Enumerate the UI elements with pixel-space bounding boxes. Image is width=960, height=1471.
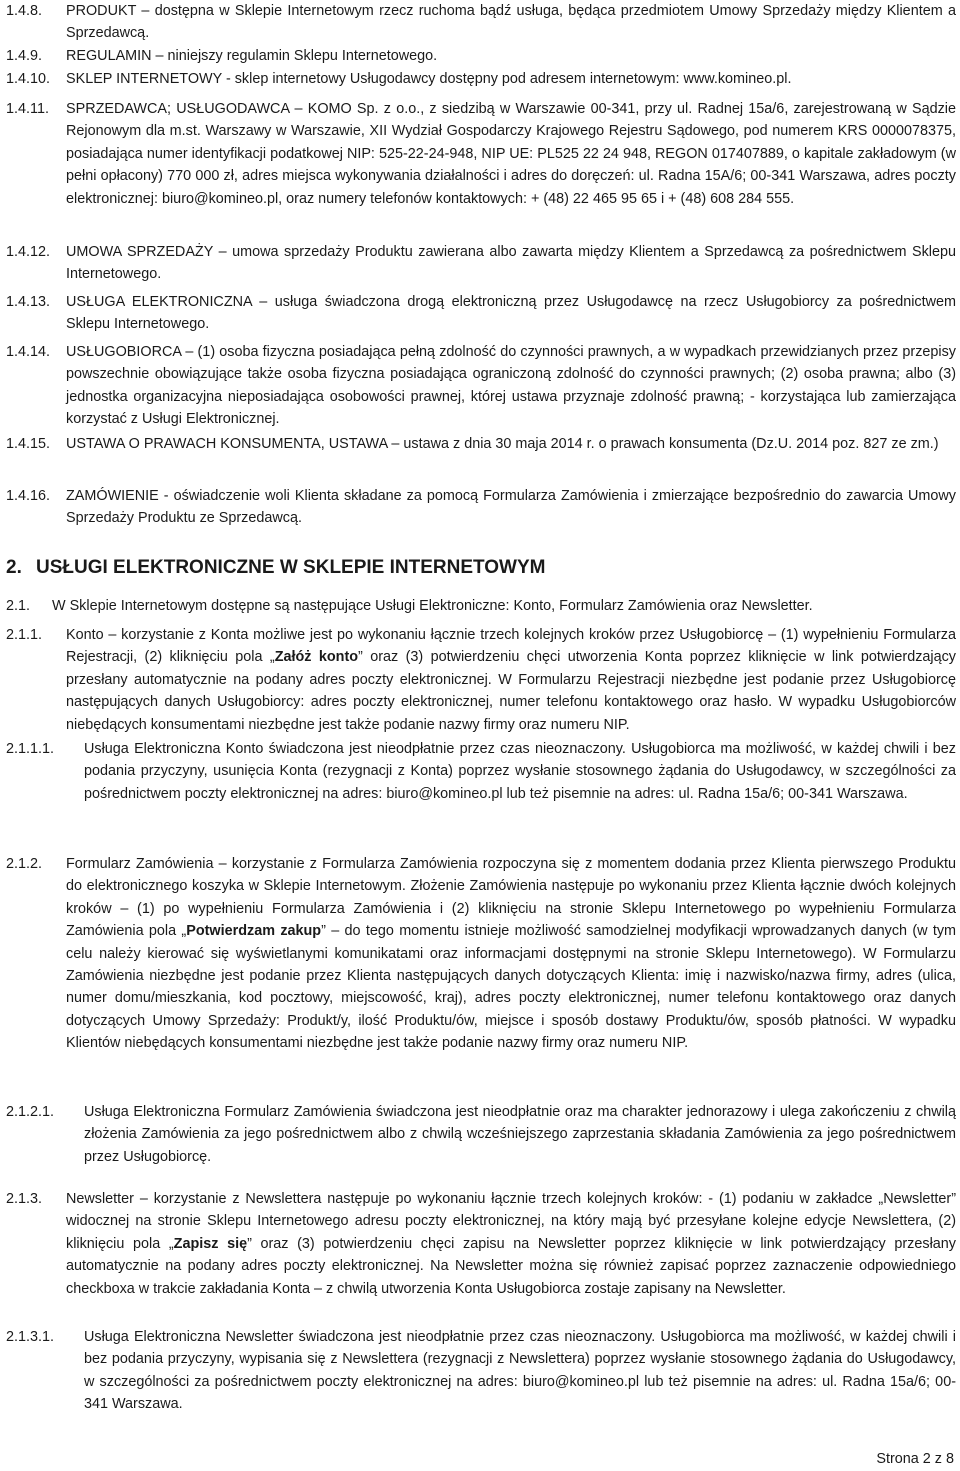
item-number: 1.4.9. <box>6 48 43 64</box>
item-text: USŁUGA ELEKTRONICZNA – usługa świadczona drogą elektroniczną przez Usługodawcę na rzecz Usługobiorcy za pośrednictwem Sklepu Internetowego. <box>66 294 956 333</box>
definition-1-4-14 <box>6 341 956 431</box>
item-text: Usługa Elektroniczna Formularz Zamówienia świadczona jest nieodpłatnie oraz ma charakter jednorazowy i ulega zakończeniu z chwilą złożenia Zamówienia za jego pośrednictwem albo z chwilą wcześniejszego zaprzestania składania Zamówienia za jego pośrednictwem przez Usługobiorcę. <box>84 1104 956 1165</box>
section-number: 2. <box>6 557 22 578</box>
item-text: SKLEP INTERNETOWY - sklep internetowy Usługodawcy dostępny pod adresem internetowym: www.komineo.pl. <box>66 71 792 87</box>
item-text: UMOWA SPRZEDAŻY – umowa sprzedaży Produktu zawierana albo zawarta między Klientem a Sprzedawcą za pośrednictwem Sklepu Internetowego. <box>66 244 956 283</box>
definition-1-4-12 <box>6 241 956 286</box>
item-number: 1.4.10. <box>6 71 51 87</box>
item-text: PRODUKT – dostępna w Sklepie Internetowym rzecz ruchoma bądź usługa, będąca przedmiotem Umowy Sprzedaży między Klientem a Sprzedawcą. <box>66 3 956 42</box>
clause-2-1-2 <box>6 853 956 1055</box>
item-number: 1.4.12. <box>6 244 51 260</box>
definition-1-4-13 <box>6 291 956 336</box>
clause-2-1-3-1 <box>6 1326 956 1416</box>
definition-1-4-9 <box>6 45 956 67</box>
item-number: 2.1.3.1. <box>6 1329 55 1345</box>
item-number: 1.4.8. <box>6 3 43 19</box>
clause-2-1-3 <box>6 1188 956 1300</box>
definition-1-4-16 <box>6 485 956 530</box>
item-number: 1.4.13. <box>6 294 51 310</box>
clause-2-1 <box>6 595 956 617</box>
definition-1-4-8 <box>6 0 956 45</box>
definition-1-4-15 <box>6 433 956 455</box>
definition-1-4-11 <box>6 98 956 210</box>
item-number: 2.1.2. <box>6 856 43 872</box>
item-number: 1.4.16. <box>6 488 51 504</box>
item-number: 2.1.1.1. <box>6 741 55 757</box>
section-heading <box>6 555 546 581</box>
item-text: USTAWA O PRAWACH KONSUMENTA, USTAWA – ustawa z dnia 30 maja 2014 r. o prawach konsumenta (Dz.U. 2014 poz. 827 ze zm.) <box>66 436 939 452</box>
item-text: Usługa Elektroniczna Newsletter świadczona jest nieodpłatnie przez czas nieoznaczony. Usługobiorca ma możliwość, w każdej chwili i bez podania przyczyny, wypisania się z Newslettera (rezygnacji z Newslettera) poprzez wysłanie stosownego żądania do Usługodawcy, w szczególności za pośrednictwem poczty elektronicznej na adres: biuro@komineo.pl lub też pisemnie na adres: ul. Radna 15a/6; 00-341 Warszawa. <box>84 1329 956 1413</box>
button-label-zapisz-sie: Zapisz się <box>173 1235 248 1252</box>
clause-2-1-2-1 <box>6 1101 956 1168</box>
button-label-zaloz-konto: Załóż konto <box>274 649 359 666</box>
item-text: SPRZEDAWCA; USŁUGODAWCA – KOMO Sp. z o.o., z siedzibą w Warszawie 00-341, przy ul. Radnej 15a/6, zarejestrowaną w Sądzie Rejonowym dla m.st. Warszawy w Warszawie, XII Wydział Gospodarczy Krajowego Rejestru Sądowego, pod numerem KRS 0000078375, posiadająca numer identyfikacji podatkowej NIP: 525-22-24-948, NIP UE: PL525 22 24 948, REGON 017407889, o kapitale zakładowym (w pełni opłacony) 770 000 zł, adres miejsca wykonywania działalności i adres do doręczeń: ul. Radna 15A/6; 00-341 Warszawa, adres poczty elektronicznej: biuro@komineo.pl, oraz numery telefonów kontaktowych: + (48) 22 465 95 65 i + (48) 608 284 555. <box>66 101 956 207</box>
item-text: Formularz Zamówienia – korzystanie z Formularza Zamówienia rozpoczyna się z momentem dodania przez Klienta pierwszego Produktu do elektronicznego koszyka w Sklepie Internetowym. Złożenie Zamówienia następuje po wykonaniu przez Klienta łącznie dwóch kolejnych kroków – (1) po wypełnieniu Formularza Zamówienia i (2) kliknięciu na stronie Sklepu Internetowego po wypełnieniu Formularza Zamówienia pola „Potwierdzam zakup” – do tego momentu istnieje możliwość samodzielnej modyfikacji wprowadzanych danych (w tym celu należy kierować się wyświetlanymi komunikatami oraz informacjami dostępnymi na stronie Sklepu Internetowego). W Formularzu Zamówienia niezbędne jest podanie przez Klienta następujących danych dotyczących Klienta: imię i nazwisko/nazwa firmy, adres (ulica, numer domu/mieszkania, kod pocztowy, miejscowość, kraj), adres poczty elektronicznej, numer telefonu kontaktowego oraz danych dotyczących Umowy Sprzedaży: Produkt/y, ilość Produktu/ów, miejsce i sposób dostawy Produktu/ów, sposób płatności. W wypadku Klientów niebędących konsumentami niezbędne jest także podanie nazwy firmy oraz numeru NIP. <box>66 856 957 1052</box>
item-number: 2.1.1. <box>6 627 43 643</box>
item-text: Konto – korzystanie z Konta możliwe jest po wykonaniu łącznie trzech kolejnych kroków przez Usługobiorcę – (1) wypełnieniu Formularza Rejestracji, (2) kliknięciu pola „Załóż konto” oraz (3) potwierdzeniu chęci utworzenia Konta poprzez kliknięcie w link potwierdzający przesłany automatycznie na podany adres poczty elektronicznej. W Formularzu Rejestracji niezbędne jest podanie przez Usługobiorcę następujących danych Usługobiorcy: adres poczty elektronicznej, numer telefonu kontaktowego oraz hasło. W wypadku Usługobiorców niebędących konsumentami niezbędne jest także podanie nazwy firmy oraz numeru NIP. <box>66 627 957 733</box>
item-text: ZAMÓWIENIE - oświadczenie woli Klienta składane za pomocą Formularza Zamówienia i zmierzające bezpośrednio do zawarcia Umowy Sprzedaży Produktu ze Sprzedawcą. <box>66 488 956 527</box>
item-number: 1.4.14. <box>6 344 51 360</box>
item-number: 2.1. <box>6 598 31 614</box>
clause-2-1-1 <box>6 624 956 736</box>
page-number: Strona 2 z 8 <box>876 1451 954 1467</box>
item-number: 1.4.11. <box>6 101 49 117</box>
item-text: Newsletter – korzystanie z Newslettera następuje po wykonaniu łącznie trzech kolejnych kroków: - (1) podaniu w zakładce „Newsletter” widocznej na stronie Sklepu Internetowego adresu poczty elektronicznej, na który mają być przesyłane kolejne edycje Newslettera, (2) kliknięciu pola „Zapisz się” oraz (3) potwierdzeniu chęci zapisu na Newsletter poprzez kliknięcie w link potwierdzający przesłany automatycznie na podany adres poczty elektronicznej. Na Newsletter można się również zapisać poprzez zaznaczenie odpowiedniego checkboxa w trakcie zakładania Konta – z chwilą utworzenia Konta Usługobiorca zostaje zapisany na Newsletter. <box>66 1191 956 1297</box>
item-number: 2.1.2.1. <box>6 1104 55 1120</box>
item-number: 1.4.15. <box>6 436 51 452</box>
section-title: USŁUGI ELEKTRONICZNE W SKLEPIE INTERNETOWYM <box>36 557 546 578</box>
item-number: 2.1.3. <box>6 1191 43 1207</box>
definition-1-4-10 <box>6 68 956 90</box>
item-text: W Sklepie Internetowym dostępne są następujące Usługi Elektroniczne: Konto, Formularz Zamówienia oraz Newsletter. <box>52 598 813 614</box>
clause-2-1-1-1 <box>6 738 956 805</box>
item-text: USŁUGOBIORCA – (1) osoba fizyczna posiadająca pełną zdolność do czynności prawnych, a w wypadkach przewidzianych przez przepisy powszechnie obowiązujące także osoba fizyczna posiadająca ograniczoną zdolność do czynności prawnych; (2) osoba prawna; albo (3) jednostka organizacyjna nieposiadająca osobowości prawnej, której ustawa przyznaje zdolność prawną; - korzystająca lub zamierzająca korzystać z Usługi Elektronicznej. <box>66 344 956 428</box>
item-text: REGULAMIN – niniejszy regulamin Sklepu Internetowego. <box>66 48 438 64</box>
button-label-potwierdzam-zakup: Potwierdzam zakup <box>186 923 322 940</box>
item-text: Usługa Elektroniczna Konto świadczona jest nieodpłatnie przez czas nieoznaczony. Usługobiorca ma możliwość, w każdej chwili i bez podania przyczyny, usunięcia Konta (rezygnacji z Konta) poprzez wysłanie stosownego żądania do Usługodawcy, w szczególności za pośrednictwem poczty elektronicznej na adres: biuro@komineo.pl lub też pisemnie na adres: ul. Radna 15a/6; 00-341 Warszawa. <box>84 741 956 802</box>
